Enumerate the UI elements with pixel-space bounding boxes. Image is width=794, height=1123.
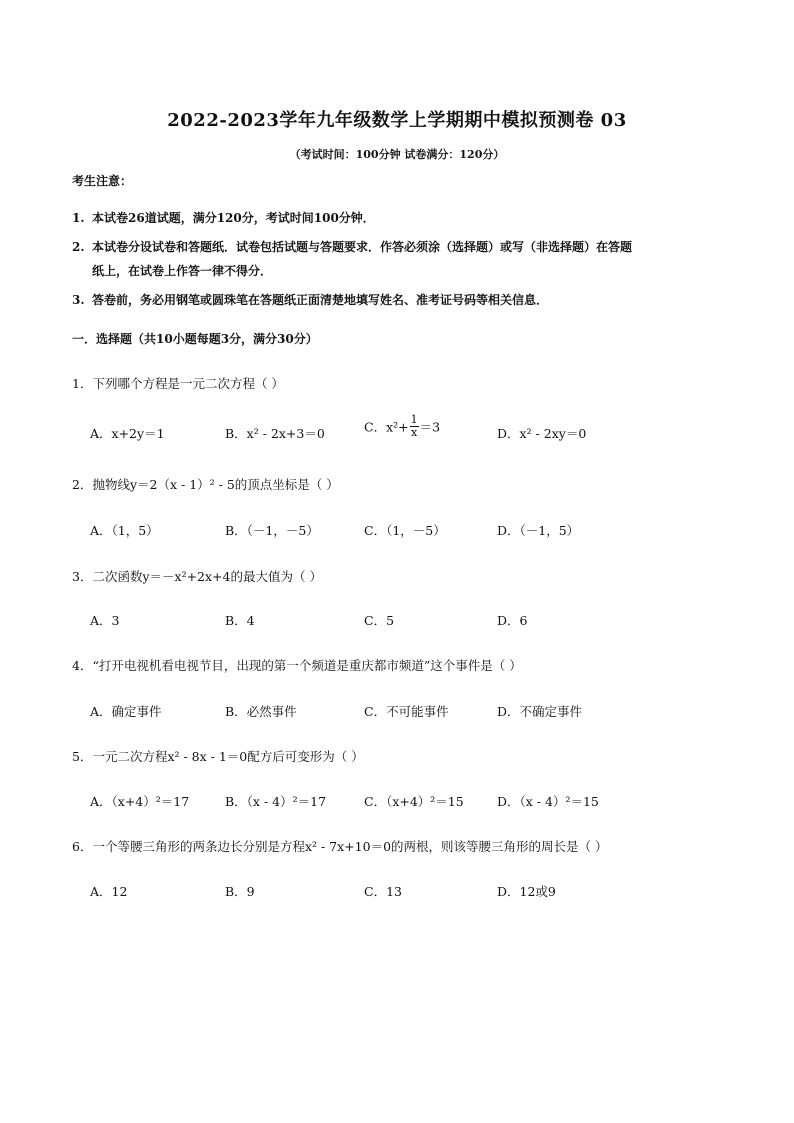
notice-heading: 考生注意： <box>72 174 133 188</box>
option-c: C．（x+4）²＝15 <box>364 794 464 809</box>
option-d: D．x² - 2xy＝0 <box>497 426 587 441</box>
option-a: A．3 <box>90 613 120 628</box>
exam-info: （考试时间：100分钟 试卷满分：120分） <box>289 148 505 161</box>
option-b: B．必然事件 <box>225 704 297 719</box>
notice-number: 2. <box>72 240 85 254</box>
page-title: 2022-2023学年九年级数学上学期期中模拟预测卷 03 <box>167 110 627 131</box>
fraction <box>410 414 419 439</box>
option-b: B．9 <box>225 884 255 899</box>
notice-item-2 <box>72 235 732 283</box>
question-3: 3．二次函数y＝－x²+2x+4的最大值为（ ） <box>72 569 322 584</box>
notice-item-1 <box>72 206 732 230</box>
fraction-denominator: x <box>411 426 418 439</box>
option-b: B．（x - 4）²＝17 <box>225 794 327 809</box>
question-4: 4．“打开电视机看电视节目，出现的第一个频道是重庆都市频道”这个事件是（ ） <box>72 658 522 673</box>
notice-number: 3. <box>72 293 85 307</box>
option-a: A．12 <box>90 884 128 899</box>
question-2: 2．抛物线y＝2（x - 1）² - 5的顶点坐标是（ ） <box>72 477 339 492</box>
option-a: A．确定事件 <box>90 704 162 719</box>
notice-text: 本试卷26道试题，满分120分，考试时间100分钟． <box>92 211 375 225</box>
notice-text-continued: 纸上，在试卷上作答一律不得分． <box>92 264 273 278</box>
question-6: 6．一个等腰三角形的两条边长分别是方程x² - 7x+10＝0的两根，则该等腰三角形的周长是（ ） <box>72 839 608 854</box>
notice-text: 答卷前，务必用钢笔或圆珠笔在答题纸正面清楚地填写姓名、准考证号码等相关信息． <box>92 293 549 307</box>
fraction-numerator: 1 <box>410 413 418 426</box>
notice-number: 1. <box>72 211 85 225</box>
question-5: 5．一元二次方程x² - 8x - 1＝0配方后可变形为（ ） <box>72 749 364 764</box>
notice-item-3 <box>72 288 732 312</box>
option-d: D．（－1，5） <box>497 523 580 538</box>
option-d: D．（x - 4）²＝15 <box>497 794 599 809</box>
option-a: A．（1，5） <box>90 523 159 538</box>
option-a: A．x+2y＝1 <box>90 426 165 441</box>
option-b: B．（－1，－5） <box>225 523 319 538</box>
option-d: D．不确定事件 <box>497 704 583 719</box>
option-d: D．12或9 <box>497 884 556 899</box>
option-c-prefix: C．x²+ <box>364 419 409 435</box>
option-c: C．（1，－5） <box>364 523 446 538</box>
option-a: A．（x+4）²＝17 <box>90 794 190 809</box>
option-d: D．6 <box>497 613 528 628</box>
section-heading: 一．选择题（共10小题每题3分，满分30分） <box>72 332 318 346</box>
option-b: B．4 <box>225 613 255 628</box>
option-b: B．x² - 2x+3＝0 <box>225 426 325 441</box>
option-c <box>364 414 440 439</box>
option-c: C．5 <box>364 613 395 628</box>
option-c: C．不可能事件 <box>364 704 449 719</box>
question-1: 1．下列哪个方程是一元二次方程（ ） <box>72 376 284 391</box>
option-c-suffix: ＝3 <box>419 419 441 435</box>
notice-text: 本试卷分设试卷和答题纸．试卷包括试题与答题要求．作答必须涂（选择题）或写（非选择题）在答题 <box>92 240 633 254</box>
option-c: C．13 <box>364 884 402 899</box>
